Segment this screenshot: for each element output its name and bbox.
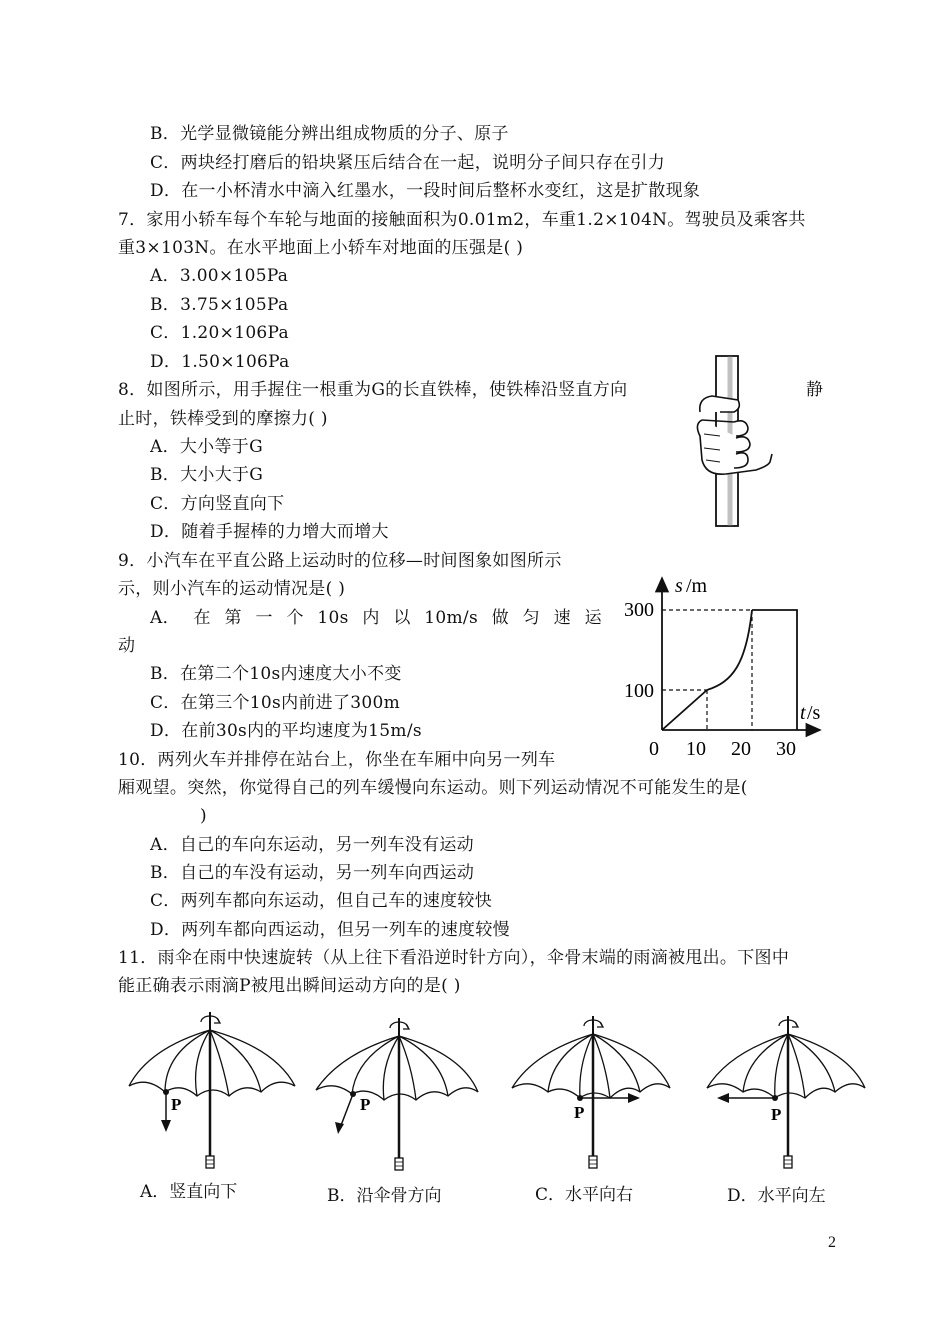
q8-stem-line1: 8．如图所示，用手握住一根重为G的长直铁棒，使铁棒沿竖直方向 <box>118 380 628 400</box>
page-number: 2 <box>828 1234 836 1251</box>
q8-option-b: B．大小大于G <box>150 465 264 485</box>
y-tick-300: 300 <box>624 599 654 621</box>
q10-stem-line2: 厢观望。突然，你觉得自己的列车缓慢向东运动。则下列运动情况不可能发生的是( <box>118 778 748 798</box>
q10-option-c: C．两列车都向东运动，但自己车的速度较快 <box>150 891 493 911</box>
q6-option-b: B．光学显微镜能分辨出组成物质的分子、原子 <box>150 124 509 144</box>
q10-option-a: A．自己的车向东运动，另一列车没有运动 <box>150 835 474 855</box>
q8-stem-line2: 止时，铁棒受到的摩擦力( ) <box>118 409 328 429</box>
umbrella-c-figure <box>508 1012 673 1177</box>
series-segment-accelerating <box>707 610 752 690</box>
q9-option-a-word: 10m/s <box>424 608 478 628</box>
q7-stem-line1: 7．家用小轿车每个车轮与地面的接触面积为0.01m2，车重1.2×104N。驾驶员及乘客共 <box>118 210 806 230</box>
umbrella-c-caption: C．水平向右 <box>535 1185 634 1205</box>
q7-option-c: C．1.20×106Pa <box>150 323 289 343</box>
point-label-d: P <box>771 1105 782 1124</box>
point-label-b: P <box>360 1095 371 1114</box>
y-axis-label-s: s <box>675 575 683 597</box>
q9-option-a-word: 在 <box>193 608 211 628</box>
umbrella-d-figure <box>703 1012 868 1177</box>
q9-option-a-word: 个 <box>286 608 304 628</box>
x-axis-label-t: t <box>800 702 806 724</box>
q8-option-c: C．方向竖直向下 <box>150 494 285 514</box>
q10-stem-line1: 10．两列火车并排停在站台上，你坐在车厢中向另一列车 <box>118 750 556 770</box>
q9-option-a-word: 一 <box>255 608 273 628</box>
hand-holding-rod-figure <box>690 350 790 530</box>
q7-option-b: B．3.75×105Pa <box>150 295 289 315</box>
series-segment-uniform <box>662 690 707 730</box>
q9-option-a-word: 做 <box>491 608 509 628</box>
arrow-b-along-rib <box>340 1094 353 1128</box>
q9-option-a-word: 第 <box>224 608 242 628</box>
q7-option-a: A．3.00×105Pa <box>150 266 289 286</box>
umbrella-b-figure <box>312 1014 482 1179</box>
q6-option-d: D．在一小杯清水中滴入红墨水，一段时间后整杯水变红，这是扩散现象 <box>150 181 701 201</box>
q9-option-a-word: 速 <box>553 608 571 628</box>
q9-option-a-word: 运 <box>584 608 602 628</box>
q10-stem-line3: ) <box>200 806 207 826</box>
q6-option-c: C．两块经打磨后的铅块紧压后结合在一起，说明分子间只存在引力 <box>150 153 666 173</box>
umbrella-a-caption: A．竖直向下 <box>140 1182 238 1202</box>
q9-option-c: C．在第三个10s内前进了300m <box>150 693 401 713</box>
q10-option-d: D．两列车都向西运动，但另一列车的速度较慢 <box>150 920 510 940</box>
x-tick-0: 0 <box>649 738 659 760</box>
q9-option-a-word: 匀 <box>522 608 540 628</box>
y-tick-100: 100 <box>624 680 654 702</box>
q8-stem-line1-end: 静 <box>806 380 824 400</box>
umbrella-a-figure <box>125 1010 300 1175</box>
x-tick-20: 20 <box>731 738 751 760</box>
q10-option-b: B．自己的车没有运动，另一列车向西运动 <box>150 863 475 883</box>
q9-option-a-word: A． <box>150 608 180 628</box>
q9-stem-line2: 示，则小汽车的运动情况是( ) <box>118 579 346 599</box>
q11-stem-line1: 11．雨伞在雨中快速旋转（从上往下看沿逆时针方向），伞骨末端的雨滴被甩出。下图中 <box>118 948 790 968</box>
q9-option-a <box>150 607 602 629</box>
q9-option-d: D．在前30s内的平均速度为15m/s <box>150 721 422 741</box>
point-label-a: P <box>171 1095 182 1114</box>
umbrella-b-caption: B．沿伞骨方向 <box>327 1186 442 1206</box>
displacement-time-graph <box>615 570 830 770</box>
q9-option-a-word: 内 <box>362 608 380 628</box>
x-tick-30: 30 <box>776 738 796 760</box>
x-tick-10: 10 <box>686 738 706 760</box>
x-axis-label-unit: /s <box>807 702 821 724</box>
y-axis-label-unit: /m <box>686 575 708 597</box>
q11-stem-line2: 能正确表示雨滴P被甩出瞬间运动方向的是( ) <box>118 976 461 996</box>
point-label-c: P <box>574 1103 585 1122</box>
q9-stem-line1: 9．小汽车在平直公路上运动时的位移—时间图象如图所示 <box>118 551 562 571</box>
q8-option-d: D．随着手握棒的力增大而增大 <box>150 522 389 542</box>
q8-option-a: A．大小等于G <box>150 437 263 457</box>
q7-option-d: D．1.50×106Pa <box>150 352 290 372</box>
q9-option-a-word: 以 <box>393 608 411 628</box>
q9-option-a-wrap: 动 <box>118 636 136 656</box>
q9-option-a-word: 10s <box>317 608 349 628</box>
umbrella-d-caption: D．水平向左 <box>727 1186 826 1206</box>
q9-option-b: B．在第二个10s内速度大小不变 <box>150 664 402 684</box>
q7-stem-line2: 重3×103N。在水平地面上小轿车对地面的压强是( ) <box>118 238 524 258</box>
series-segment-stationary <box>752 610 797 730</box>
